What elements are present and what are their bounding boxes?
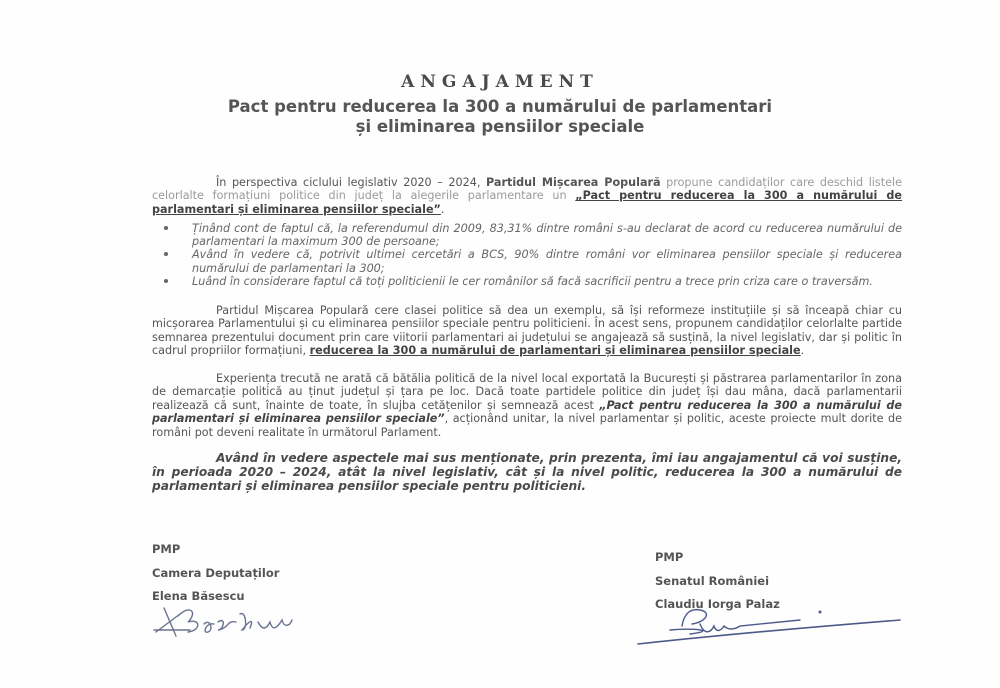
intro-text-a: În perspectiva ciclului legislativ 2020 – 2024,	[216, 176, 487, 189]
signatory-left-party: PMP	[152, 542, 181, 556]
list-item	[192, 222, 902, 248]
document-title: ANGAJAMENT	[401, 72, 599, 92]
paragraph-2-end: .	[800, 344, 805, 358]
reasons-list	[152, 222, 902, 288]
signature-right-icon	[630, 600, 910, 650]
paragraph-2-text: Partidul Mișcarea Populară cere clasei politice să dea un exemplu, să își reformeze instituțiile și să înceapă chiar cu micșorarea Parlamentului și cu eliminarea pensiilor speciale pentru politicieni. În acest sens, propunem candidaților celorlalte partide semnarea prezentului document prin care viitorii parlamentari ai județului se angajează să susțină, la nivel legislativ, dar și politic în cadrul propriilor formațiuni,	[152, 304, 902, 358]
paragraph-3	[152, 372, 902, 439]
paragraph-3-text: Experiența trecută ne arată că bătălia politică de la nivel local exportată la București și păstrarea parlamentarilor în zona de demarcație politică au ținut județul și țara pe loc. Dacă toate partidele politice din județ își dau mâna, dacă parlamentarii realizează că sunt, înainte de toate, în slujba cetățenilor și semnează acest	[152, 372, 902, 412]
list-item-text: Luând în considerare faptul că toți politicienii le cer românilor să facă sacrificii pentru a trece prin criza care o traversăm.	[192, 274, 873, 288]
bullet-icon	[164, 252, 168, 256]
document-subtitle	[0, 97, 1000, 137]
signature-left-icon	[150, 600, 320, 640]
signatory-right-chamber: Senatul României	[655, 573, 770, 588]
list-item	[192, 275, 902, 288]
intro-text-c: propune candidaților care deschid listele celorlalte formațiuni politice din județ la alegerile parlamentare un	[152, 176, 902, 203]
paragraph-2-emphasis: reducerea la 300 a numărului de parlamentari și eliminarea pensiilor speciale	[309, 344, 801, 358]
signatory-right-party: PMP	[655, 550, 684, 564]
bullet-icon	[164, 279, 168, 283]
paragraph-3-pact-name: „Pact pentru reducerea la 300 a numărului de parlamentari și eliminarea pensiilor speciale”	[152, 398, 902, 426]
intro-pact-name: „Pact pentru reducerea la 300 a numărului de parlamentari și eliminarea pensiilor speciale”	[152, 189, 902, 216]
subtitle-line-1: Pact pentru reducerea la 300 a numărului de parlamentari	[227, 97, 773, 116]
subtitle-line-2: și eliminarea pensiilor speciale	[355, 117, 645, 136]
signatory-right-name: Claudiu Iorga Palaz	[655, 597, 780, 611]
list-item-text: Având în vedere că, potrivit ultimei cercetări a BCS, 90% dintre români vor eliminarea pensiilor speciale și reducerea numărului de parlamentari la 300;	[192, 248, 902, 275]
signatory-left-chamber: Camera Deputaților	[152, 565, 280, 580]
paragraph-3-end: , acționând unitar, la nivel parlamentar și politic, aceste proiecte mult dorite de români pot deveni realitate în următorul Parlament.	[152, 412, 903, 439]
bullet-icon	[164, 226, 168, 230]
closing-statement	[152, 451, 902, 494]
list-item-text: Ținând cont de faptul că, la referendumul din 2009, 83,31% dintre români s-au declarat de acord cu reducerea numărului de parlamentari la maximum 300 de persoane;	[192, 222, 902, 249]
closing-text: Având în vedere aspectele mai sus menționate, prin prezenta, îmi iau angajamentul că voi susține, în perioada 2020 – 2024, atât la nivel legislativ, cât și la nivel politic, reducerea la 300 a numărului de parlamentari și eliminarea pensiilor speciale pentru politicieni.	[152, 451, 902, 494]
signatory-left-name: Elena Băsescu	[152, 589, 245, 603]
intro-paragraph	[152, 176, 902, 216]
intro-party-name: Partidul Mișcarea Populară	[486, 176, 661, 189]
list-item	[192, 248, 902, 274]
paragraph-2	[152, 304, 902, 358]
intro-period: .	[440, 202, 445, 216]
